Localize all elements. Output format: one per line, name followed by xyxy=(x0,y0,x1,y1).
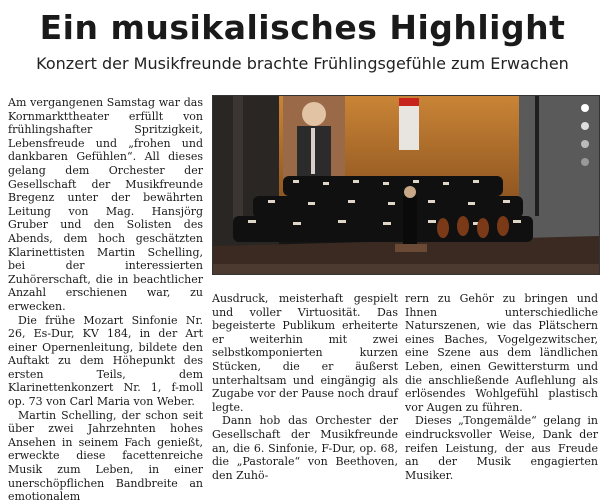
paragraph: Dieses „Tongemälde“ gelang in eindrucksvoller Weise, Dank der reifen Leistung, der aus Freude an der Musik engagierten Musiker. xyxy=(405,414,598,482)
paragraph: rern zu Gehör zu bringen und Ihnen unterschiedliche Naturszenen, wie das Plätschern eines Baches, Vogelgezwitscher, eine Szene aus dem ländlichen Leben, einen Gewittersturm und die anschließende Auflehlung als erlösendes Wohlgefühl plastisch vor Augen zu führen. xyxy=(405,292,598,414)
paragraph: Martin Schelling, der schon seit über zwei Jahrzehnten hohes Ansehen in seinem Fach genießt, erweckte diese facettenreiche Musik zum Leben, in einer unerschöpflichen Bandbreite an emotionalem xyxy=(8,408,203,504)
orchestra-illustration xyxy=(213,96,599,274)
paragraph: Ausdruck, meisterhaft gespielt und voller Virtuosität. Das begeisterte Publikum erheiterte er weiterhin mit zwei selbstkomponierten kurzen Stücken, die er äußerst unterhaltsam und eingängig als Zugabe vor der Pause noch drauf legte. xyxy=(212,292,398,414)
paragraph: Die frühe Mozart Sinfonie Nr. 26, Es-Dur, KV 184, in der Art einer Opernenleitung, bildete den Auftakt zu dem Höhepunkt des ersten Teils, dem Klarinettenkonzert Nr. 1, f-moll op. 73 von Carl Maria von Weber. xyxy=(8,313,203,409)
subheadline: Konzert der Musikfreunde brachte Frühlingsgefühle zum Erwachen xyxy=(36,54,569,73)
headline: Ein musikalisches Highlight xyxy=(39,8,566,47)
paragraph: Am vergangenen Samstag war das Kornmarkttheater erfüllt von frühlingshafter Spritzigkeit, Lebensfreude und „frohen und dankbaren Gefühlen“. All dieses gelang dem Orchester der Gesellschaft der Musikfreunde Bregenz unter der bewährten Leitung von Mag. Hansjörg Gruber und den Solisten des Abends, dem hoch geschätzten Klarinettisten Martin Schelling, bei der interessierten Zuhörerschaft, die in beachtlicher Anzahl erschienen war, zu erwecken. xyxy=(8,96,203,313)
concert-photo xyxy=(212,95,600,275)
paragraph: Dann hob das Orchester der Gesellschaft der Musikfreunde an, die 6. Sinfonie, F-Dur, op. 68, die „Pastorale“ von Beethoven, den Zuhö- xyxy=(212,414,398,482)
article-column-2 xyxy=(212,292,398,482)
article-column-3 xyxy=(405,292,598,482)
article-column-1 xyxy=(8,96,203,504)
